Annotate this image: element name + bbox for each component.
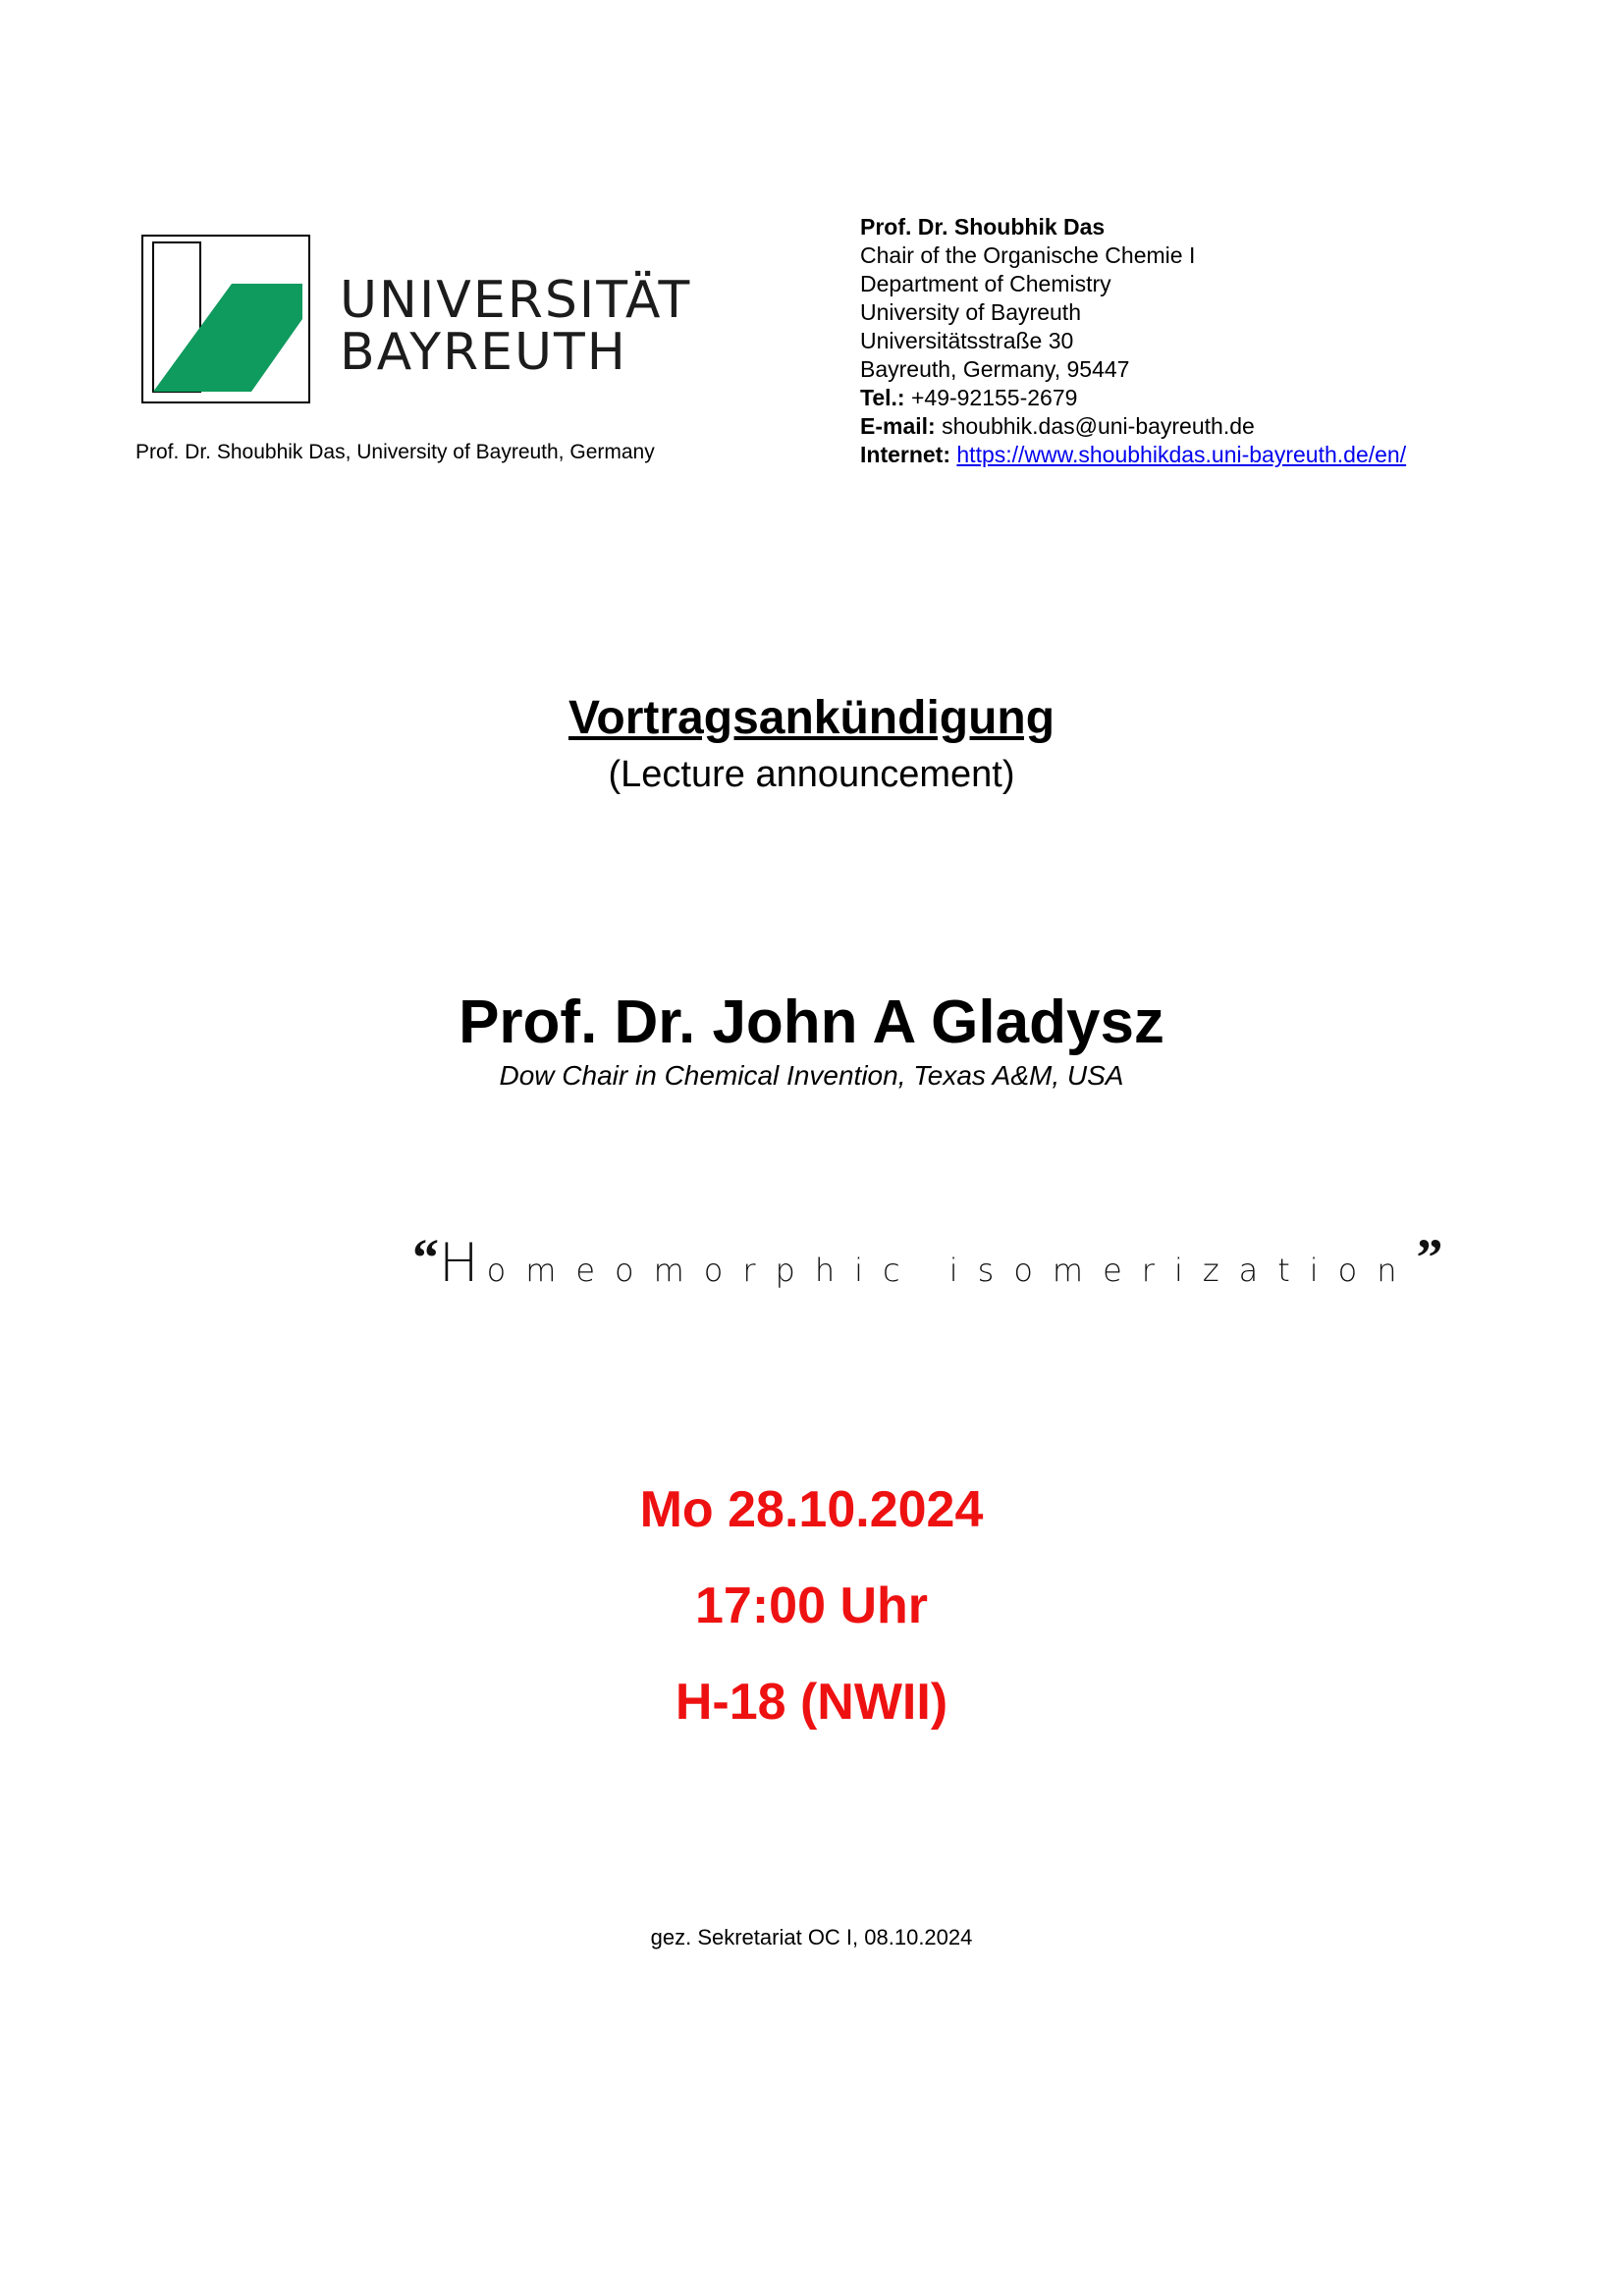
talk-title-initial: H bbox=[439, 1232, 487, 1294]
contact-department: Department of Chemistry bbox=[860, 271, 1111, 296]
event-time: 17:00 Uhr bbox=[695, 1577, 928, 1634]
talk-title-rest: omeomorphic isomerization bbox=[486, 1252, 1417, 1289]
internet-label: Internet: bbox=[860, 442, 950, 467]
tel-value: +49-92155-2679 bbox=[904, 385, 1078, 410]
university-logo-mark bbox=[141, 235, 310, 403]
email-label: E-mail: bbox=[860, 413, 936, 439]
tel-label: Tel.: bbox=[860, 385, 905, 410]
sender-line: Prof. Dr. Shoubhik Das, University of Bayreuth, Germany bbox=[135, 441, 655, 463]
speaker-affiliation: Dow Chair in Chemical Invention, Texas A&M, USA bbox=[499, 1060, 1124, 1091]
announcement-subheading: (Lecture announcement) bbox=[608, 754, 1015, 795]
contact-block bbox=[860, 213, 1406, 469]
contact-name: Prof. Dr. Shoubhik Das bbox=[860, 214, 1106, 240]
event-room: H-18 (NWII) bbox=[675, 1674, 948, 1731]
university-wordmark bbox=[340, 271, 692, 382]
wordmark-line-2: BAYREUTH bbox=[340, 323, 627, 382]
email-value: shoubhik.das@uni-bayreuth.de bbox=[935, 413, 1255, 439]
open-quote: “ bbox=[412, 1228, 439, 1287]
wordmark-line-1: UNIVERSITÄT bbox=[340, 271, 692, 330]
close-quote: ” bbox=[1416, 1228, 1443, 1287]
contact-university: University of Bayreuth bbox=[860, 299, 1081, 325]
contact-email-row bbox=[860, 412, 1406, 441]
contact-internet-row bbox=[860, 441, 1406, 469]
event-date: Mo 28.10.2024 bbox=[639, 1481, 984, 1538]
footer-signature: gez. Sekretariat OC I, 08.10.2024 bbox=[650, 1925, 973, 1949]
contact-tel-row bbox=[860, 384, 1406, 412]
contact-city: Bayreuth, Germany, 95447 bbox=[860, 356, 1130, 382]
announcement-heading: Vortragsankündigung bbox=[568, 692, 1055, 744]
contact-street: Universitätsstraße 30 bbox=[860, 328, 1074, 353]
internet-link[interactable]: https://www.shoubhikdas.uni-bayreuth.de/en/ bbox=[956, 442, 1407, 467]
speaker-name: Prof. Dr. John A Gladysz bbox=[459, 988, 1164, 1056]
logo-emblem-icon bbox=[143, 237, 308, 401]
talk-title bbox=[412, 1227, 1443, 1294]
contact-chair: Chair of the Organische Chemie I bbox=[860, 242, 1196, 268]
